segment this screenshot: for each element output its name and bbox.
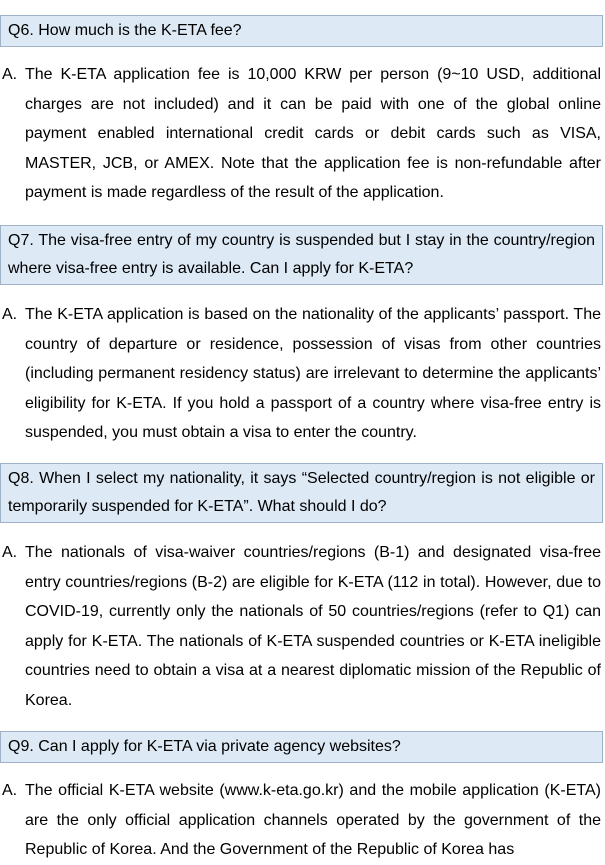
question-q6: Q6. How much is the K-ETA fee? [0, 15, 603, 47]
question-q8: Q8. When I select my nationality, it says “Selected country/region is not eligible or temporarily suspended for K-ETA”. What should I do? [0, 463, 603, 523]
question-q7: Q7. The visa-free entry of my country is suspended but I stay in the country/region where visa-free entry is available. Can I apply for K-ETA? [0, 225, 603, 285]
answer-label: A. [2, 306, 18, 323]
answer-q7 [0, 300, 605, 448]
answer-text: The K-ETA application fee is 10,000 KRW per person (9~10 USD, additional charges are not included) and it can be paid with one of the global online payment enabled international credit cards or debit cards such as VISA, MASTER, JCB, or AMEX. Note that the application fee is non-refundable after payment is made regardless of the result of the application. [25, 66, 601, 201]
answer-label: A. [2, 782, 18, 799]
answer-text: The official K-ETA website (www.k-eta.go.kr) and the mobile application (K-ETA) are the only official application channels operated by the government of the Republic of Korea. And the Government of the Republic of Korea has [25, 782, 601, 858]
answer-q9 [0, 776, 605, 865]
answer-label: A. [2, 66, 18, 83]
answer-q6 [0, 60, 605, 208]
answer-text: The K-ETA application is based on the nationality of the applicants’ passport. The country of departure or residence, possession of visas from other countries (including permanent residency status) are irrelevant to determine the applicants’ eligibility for K-ETA. If you hold a passport of a country where visa-free entry is suspended, you must obtain a visa to enter the country. [25, 306, 601, 441]
answer-label: A. [2, 544, 18, 561]
answer-q8 [0, 538, 605, 715]
answer-text: The nationals of visa-waiver countries/regions (B-1) and designated visa-free entry countries/regions (B-2) are eligible for K-ETA (112 in total). However, due to COVID-19, currently only the nationals of 50 countries/regions (refer to Q1) can apply for K-ETA. The nationals of K-ETA suspended countries or K-ETA ineligible countries need to obtain a visa at a nearest diplomatic mission of the Republic of Korea. [25, 544, 601, 709]
question-q9: Q9. Can I apply for K-ETA via private agency websites? [0, 731, 603, 763]
